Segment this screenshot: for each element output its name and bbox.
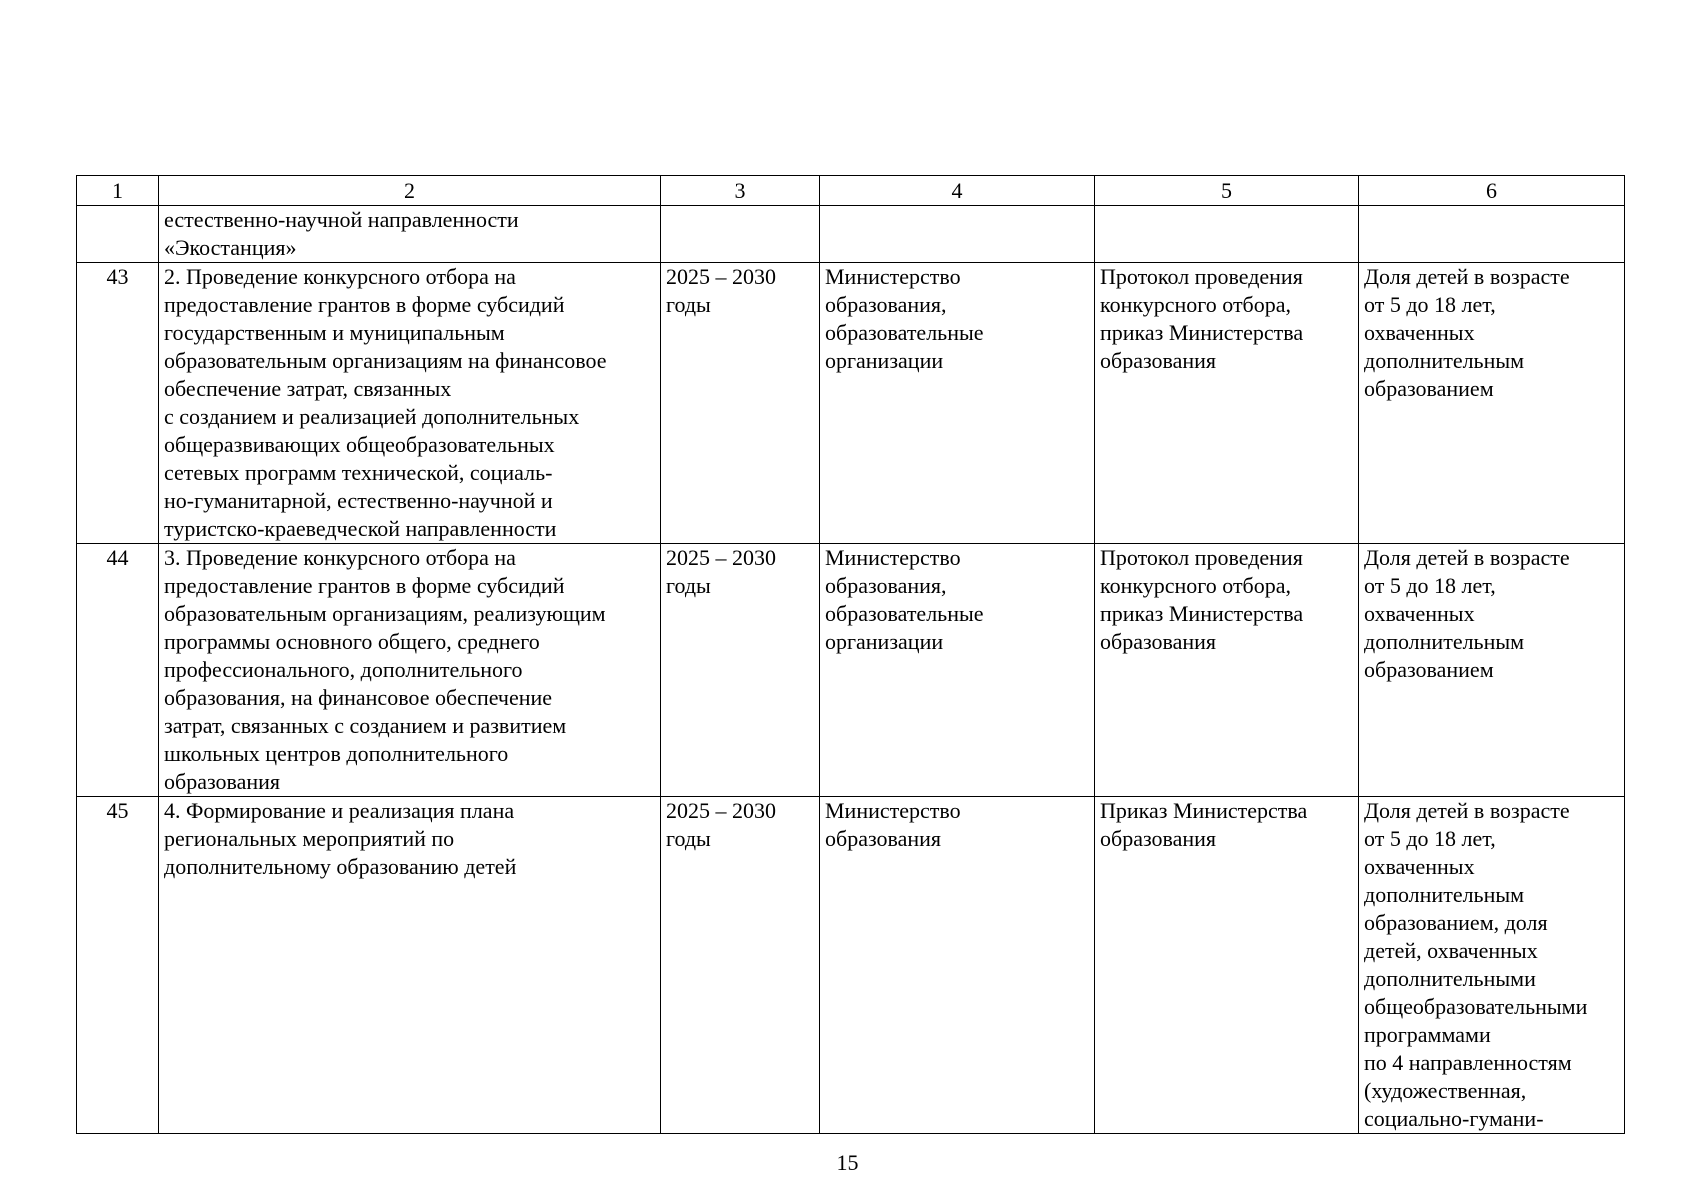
activity-cell: 4. Формирование и реализация плана региональных мероприятий по дополнительному образованию детей: [159, 797, 661, 1134]
table-row: [77, 797, 1625, 1134]
indicator-cell: Доля детей в возрасте от 5 до 18 лет, охваченных дополнительным образованием, доля детей, охваченных дополнительными общеобразовательными программами по 4 направленностям (художественная, социально-гумани-: [1359, 797, 1625, 1134]
column-header-2: 2: [159, 176, 661, 206]
activity-cell: 3. Проведение конкурсного отбора на предоставление грантов в форме субсидий образовательным организациям, реализующим программы основного общего, среднего профессионального, дополнительного образования, на финансовое обеспечение затрат, связанных с созданием и развитием школьных центров дополнительного образования: [159, 544, 661, 797]
column-header-5: 5: [1095, 176, 1359, 206]
responsible-cell: Министерство образования: [820, 797, 1095, 1134]
table-row: [77, 263, 1625, 544]
period-cell: 2025 – 2030 годы: [661, 263, 820, 544]
result-document-cell: [1095, 206, 1359, 263]
row-number-cell: [77, 206, 159, 263]
activity-cell: естественно-научной направленности «Экостанция»: [159, 206, 661, 263]
activities-table: [76, 175, 1625, 1134]
period-cell: 2025 – 2030 годы: [661, 544, 820, 797]
table-row: [77, 544, 1625, 797]
result-document-cell: Протокол проведения конкурсного отбора, приказ Министерства образования: [1095, 544, 1359, 797]
indicator-cell: Доля детей в возрасте от 5 до 18 лет, охваченных дополнительным образованием: [1359, 544, 1625, 797]
indicator-cell: Доля детей в возрасте от 5 до 18 лет, охваченных дополнительным образованием: [1359, 263, 1625, 544]
column-header-4: 4: [820, 176, 1095, 206]
result-document-cell: Приказ Министерства образования: [1095, 797, 1359, 1134]
period-cell: 2025 – 2030 годы: [661, 797, 820, 1134]
table-header-row: [77, 176, 1625, 206]
row-number-cell: 43: [77, 263, 159, 544]
activity-cell: 2. Проведение конкурсного отбора на предоставление грантов в форме субсидий государственным и муниципальным образовательным организациям на финансовое обеспечение затрат, связанных с созданием и реализацией дополнительных общеразвивающих общеобразовательных сетевых программ технической, социаль- но-гуманитарной, естественно-научной и туристско-краеведческой направленности: [159, 263, 661, 544]
responsible-cell: Министерство образования, образовательные организации: [820, 544, 1095, 797]
period-cell: [661, 206, 820, 263]
row-number-cell: 44: [77, 544, 159, 797]
column-header-3: 3: [661, 176, 820, 206]
result-document-cell: Протокол проведения конкурсного отбора, приказ Министерства образования: [1095, 263, 1359, 544]
responsible-cell: [820, 206, 1095, 263]
column-header-6: 6: [1359, 176, 1625, 206]
responsible-cell: Министерство образования, образовательные организации: [820, 263, 1095, 544]
page-number: 15: [836, 1150, 859, 1175]
column-header-1: 1: [77, 176, 159, 206]
table-row-continuation: [77, 206, 1625, 263]
row-number-cell: 45: [77, 797, 159, 1134]
indicator-cell: [1359, 206, 1625, 263]
